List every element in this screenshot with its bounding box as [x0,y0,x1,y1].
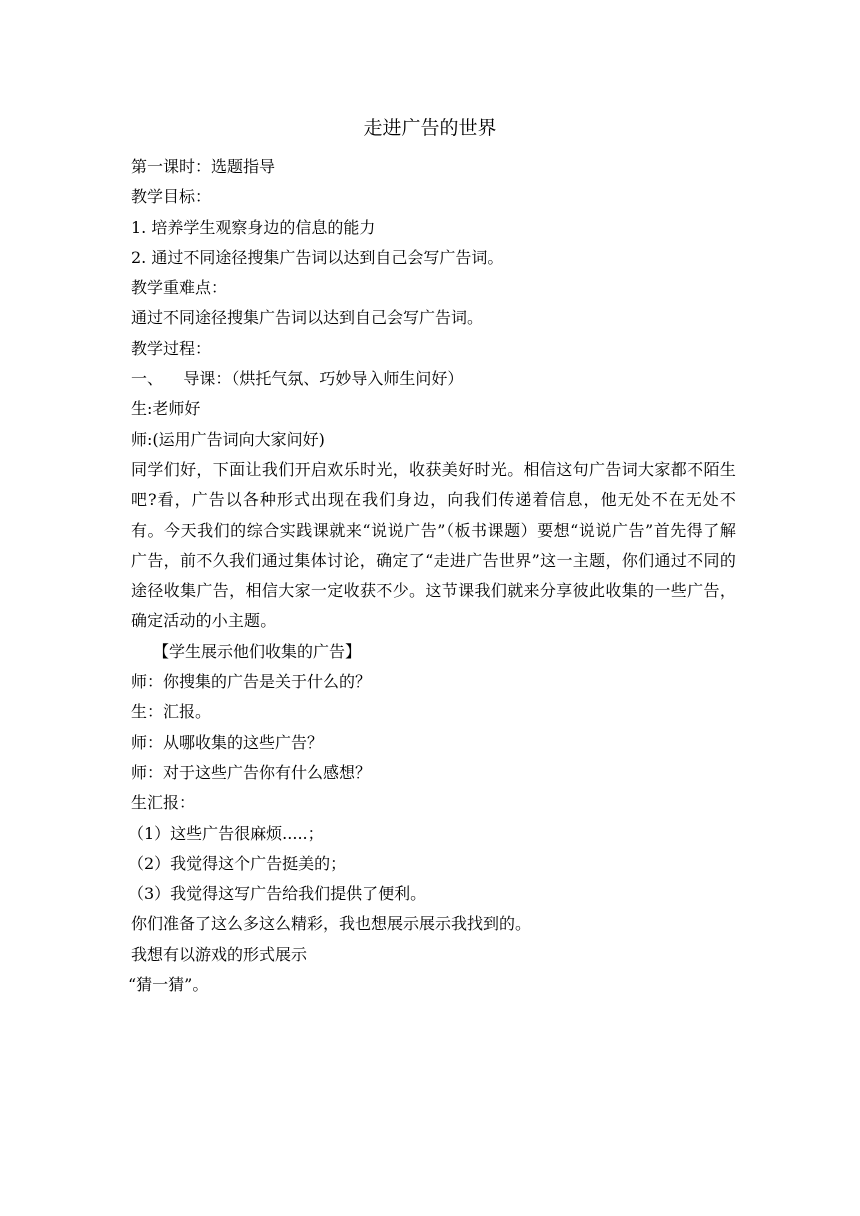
dialogue-line: 师：你搜集的广告是关于什么的？ [131,672,372,692]
document-title: 走进广告的世界 [363,117,497,139]
dialogue-line: 生：汇报。 [131,702,212,722]
lesson-heading: 第一课时：选题指导 [131,157,276,176]
report-item-1: （1）这些广告很麻烦.....； [128,823,324,843]
process-step-1: 一、 导课：（烘托气氛、巧妙导入师生问好） [131,369,464,389]
objective-item-2: 2. 通过不同途径搜集广告词以达到自己会写广告词。 [131,247,504,267]
dialogue-line: 生:老师好 [131,399,201,419]
dialogue-line: 生汇报： [131,793,196,813]
objective-item-1: 1. 培养学生观察身边的信息的能力 [131,217,376,237]
key-points-text: 通过不同途径搜集广告词以达到自己会写广告词。 [131,308,484,328]
document-body [128,152,736,1000]
report-item-3: （3）我觉得这写广告给我们提供了便利。 [128,884,427,904]
key-points-heading: 教学重难点： [131,278,228,298]
teacher-line: 我想有以游戏的形式展示 [131,944,308,964]
dialogue-line: 师：从哪收集的这些广告？ [131,732,324,752]
intro-paragraph: 同学们好，下面让我们开启欢乐时光，收获美好时光。相信这句广告词大家都不陌生吧?看，广告以各种形式出现在我们身边，向我们传递着信息，他无处不在无处不有。今天我们的综合实践课就来“说说广告”（板书课题）要想“说说广告”首先得了解广告，前不久我们通过集体讨论，确定了“走进广告世界”这一主题，你们通过不同的途径收集广告，相信大家一定收获不少。这节课我们就来分享彼此收集的一些广告，确定活动的小主题。 [131,459,736,631]
dialogue-line: 师：对于这些广告你有什么感想？ [131,762,372,782]
game-title: “猜一猜”。 [128,975,209,995]
report-item-2: （2）我觉得这个广告挺美的； [128,853,347,873]
objectives-heading: 教学目标： [131,187,212,207]
process-heading: 教学过程： [131,338,212,358]
activity-heading: 【学生展示他们收集的广告】 [153,641,362,661]
dialogue-line: 师:(运用广告词向大家问好) [131,429,325,449]
teacher-line: 你们准备了这么多这么精彩，我也想展示展示我找到的。 [131,914,532,934]
